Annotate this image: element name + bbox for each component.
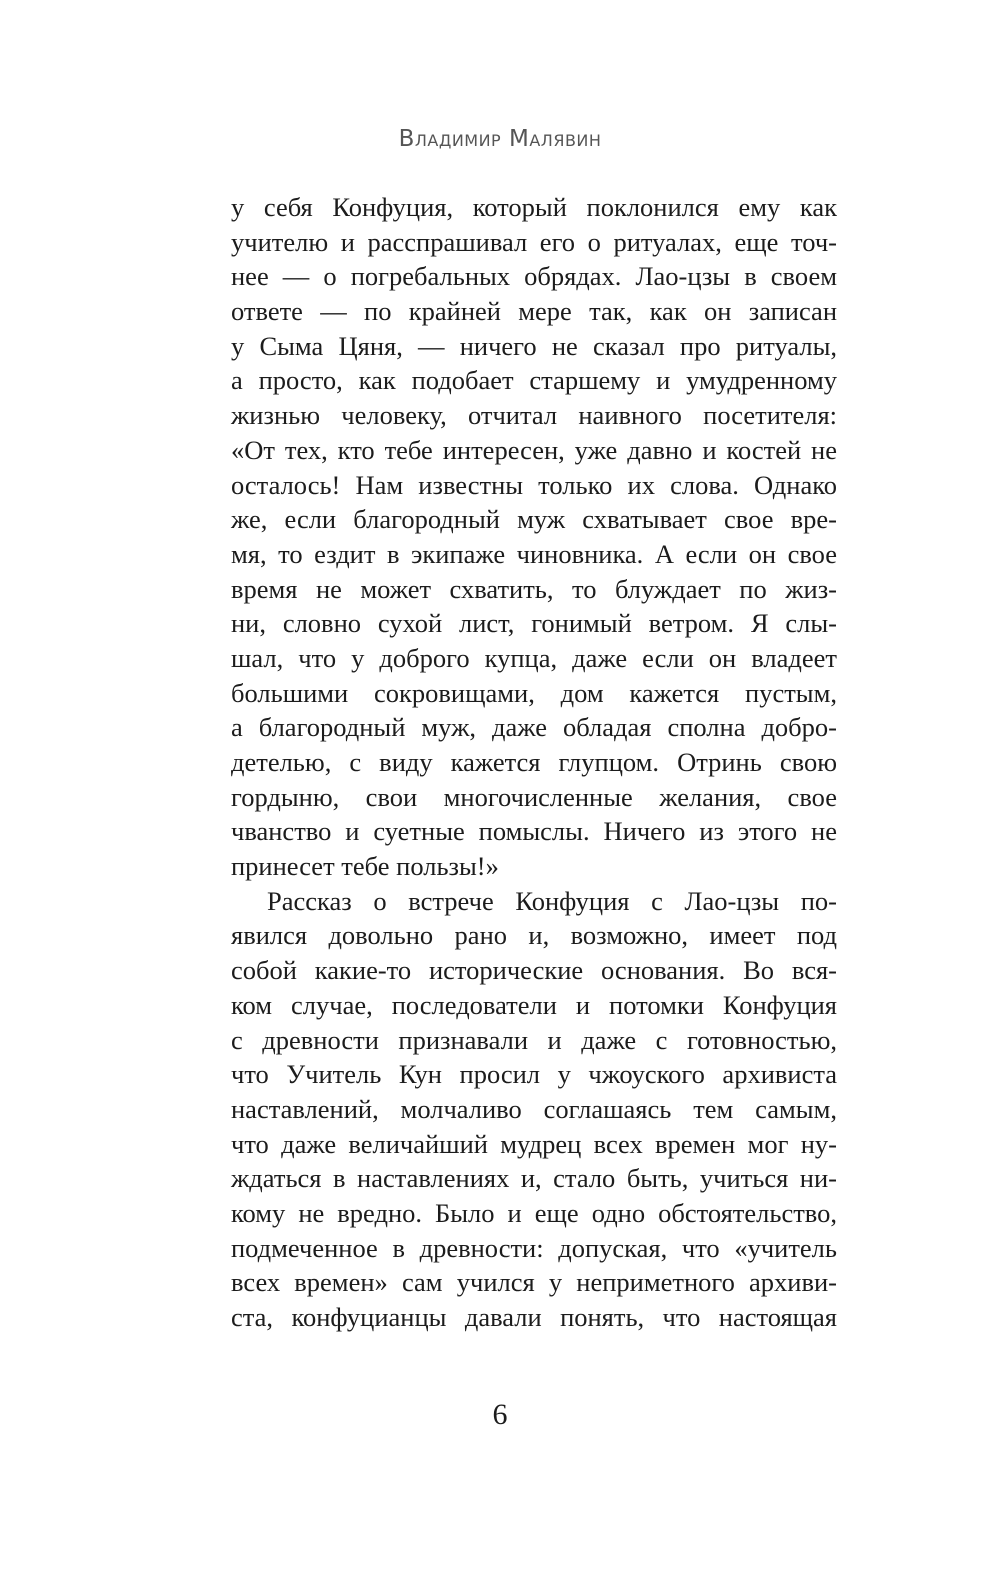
text-line: «От тех, кто тебе интересен, уже давно и костей не: [231, 434, 837, 465]
text-line: шал, что у доброго купца, даже если он владеет: [231, 642, 837, 673]
text-line: же, если благородный муж схватывает свое вре-: [231, 504, 837, 535]
text-line: Рассказ о встрече Конфуция с Лао-цзы по-: [267, 885, 837, 916]
text-line: жизнью человеку, отчитал наивного посетителя:: [231, 400, 837, 431]
text-line: подмеченное в древности: допуская, что «учитель: [231, 1232, 837, 1263]
text-line: большими сокровищами, дом кажется пустым,: [231, 677, 837, 708]
paragraph-2: [231, 884, 837, 1335]
text-line: мя, то ездит в экипаже чиновника. А если он свое: [231, 538, 837, 569]
text-line: осталось! Нам известны только их слова. Однако: [231, 469, 837, 500]
text-line: что даже величайший мудрец всех времен мог ну-: [231, 1128, 837, 1159]
text-line: что Учитель Кун просил у чжоуского архивиста: [231, 1059, 837, 1090]
text-line: у себя Конфуция, который поклонился ему как: [231, 192, 837, 222]
text-line: ста, конфуцианцы давали понять, что настоящая: [231, 1302, 837, 1332]
text-line: принесет тебе пользы!»: [231, 851, 499, 882]
text-line: гордыню, свои многочисленные желания, свое: [231, 781, 837, 812]
text-line: ждаться в наставлениях и, стало быть, учиться ни-: [231, 1163, 837, 1194]
text-line: а просто, как подобает старшему и умудренному: [231, 365, 837, 396]
text-line: нее — о погребальных обрядах. Лао-цзы в своем: [231, 261, 837, 292]
text-line: чванство и суетные помыслы. Ничего из этого не: [231, 816, 837, 847]
text-line: всех времен» сам учился у неприметного архиви-: [231, 1267, 837, 1298]
text-line: с древности признавали и даже с готовностью,: [231, 1024, 837, 1055]
text-line: детелью, с виду кажется глупцом. Отринь свою: [231, 747, 837, 777]
text-line: у Сыма Цяня, — ничего не сказал про ритуалы,: [231, 330, 837, 361]
text-line: кому не вредно. Было и еще одно обстоятельство,: [231, 1197, 837, 1228]
text-line: время не может схватить, то блуждает по жиз-: [231, 573, 837, 604]
text-line: явился довольно рано и, возможно, имеет под: [231, 920, 837, 951]
text-line: ни, словно сухой лист, гонимый ветром. Я слы-: [231, 608, 837, 639]
paragraph-1: [231, 190, 837, 884]
body-text: [231, 190, 837, 1335]
text-line: а благородный муж, даже обладая сполна добро-: [231, 712, 837, 743]
text-line: ответе — по крайней мере так, как он записан: [231, 296, 837, 327]
running-header-author: Владимир Малявин: [398, 126, 602, 152]
text-line: учителю и расспрашивал его о ритуалах, еще точ-: [231, 226, 837, 257]
text-line: ком случае, последователи и потомки Конфуция: [231, 989, 837, 1020]
page-number: 6: [492, 1398, 508, 1431]
text-line: собой какие-то исторические основания. Во вся-: [231, 955, 837, 986]
text-line: наставлений, молчаливо соглашаясь тем самым,: [231, 1093, 837, 1124]
